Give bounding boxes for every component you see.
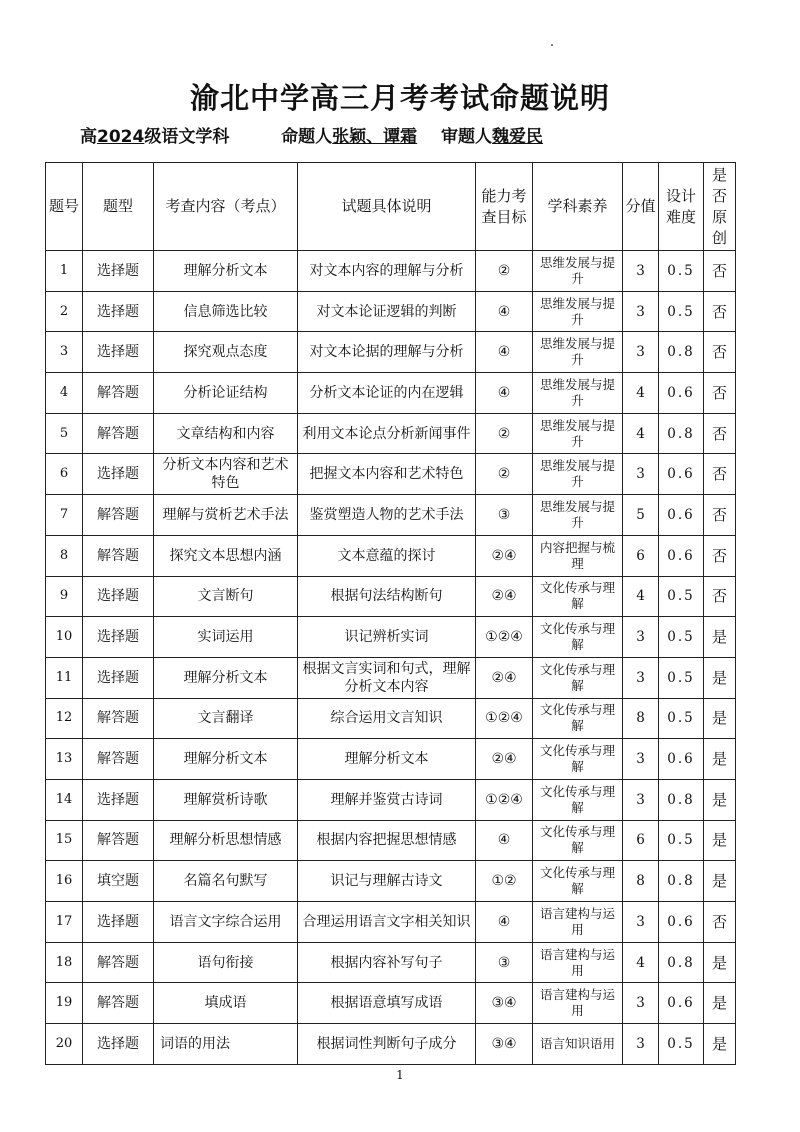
cell-num: 12	[46, 698, 83, 739]
speck-mark	[551, 44, 553, 46]
cell-desc: 识记辨析实词	[298, 617, 476, 658]
cell-literacy: 文化传承与理解	[533, 739, 623, 780]
cell-difficulty: 0.6	[659, 495, 704, 536]
cell-original: 否	[704, 251, 736, 292]
cell-ability: ③	[476, 942, 533, 983]
header-ability: 能力考查目标	[476, 163, 533, 251]
cell-type: 选择题	[83, 902, 154, 943]
cell-ability: ④	[476, 332, 533, 373]
cell-desc: 鉴赏塑造人物的艺术手法	[298, 495, 476, 536]
cell-difficulty: 0.5	[659, 291, 704, 332]
reviewer: 魏爱民	[492, 127, 544, 147]
cell-type: 解答题	[83, 739, 154, 780]
cell-num: 14	[46, 779, 83, 820]
exam-spec-table	[45, 162, 736, 1065]
table-row	[46, 861, 736, 902]
cell-score: 3	[623, 291, 659, 332]
cell-literacy: 文化传承与理解	[533, 657, 623, 698]
cell-type: 解答题	[83, 535, 154, 576]
cell-type: 解答题	[83, 373, 154, 414]
cell-desc: 根据文言实词和句式，理解分析文本内容	[298, 657, 476, 698]
table-row	[46, 820, 736, 861]
cell-desc: 综合运用文言知识	[298, 698, 476, 739]
cell-score: 3	[623, 739, 659, 780]
cell-literacy: 文化传承与理解	[533, 576, 623, 617]
cell-literacy: 文化传承与理解	[533, 617, 623, 658]
cell-score: 6	[623, 820, 659, 861]
cell-original: 否	[704, 535, 736, 576]
cell-num: 15	[46, 820, 83, 861]
cell-type: 选择题	[83, 657, 154, 698]
table-row	[46, 291, 736, 332]
cell-num: 19	[46, 983, 83, 1024]
table-row	[46, 617, 736, 658]
cell-score: 5	[623, 495, 659, 536]
cell-num: 17	[46, 902, 83, 943]
cell-score: 3	[623, 1024, 659, 1065]
table-row	[46, 942, 736, 983]
header-literacy: 学科素养	[533, 163, 623, 251]
cell-ability: ③④	[476, 983, 533, 1024]
cell-content: 信息筛选比较	[154, 291, 298, 332]
cell-ability: ①②④	[476, 617, 533, 658]
table-row	[46, 902, 736, 943]
table-row	[46, 413, 736, 454]
cell-difficulty: 0.5	[659, 1024, 704, 1065]
cell-num: 13	[46, 739, 83, 780]
cell-score: 3	[623, 251, 659, 292]
page-number: 1	[396, 1068, 404, 1082]
cell-original: 是	[704, 820, 736, 861]
cell-score: 6	[623, 535, 659, 576]
cell-literacy: 语言建构与运用	[533, 942, 623, 983]
cell-content: 名篇名句默写	[154, 861, 298, 902]
cell-type: 选择题	[83, 251, 154, 292]
cell-difficulty: 0.6	[659, 454, 704, 495]
grade-prefix: 高	[80, 127, 97, 147]
cell-content: 文章结构和内容	[154, 413, 298, 454]
header-type: 题型	[83, 163, 154, 251]
cell-content: 探究观点态度	[154, 332, 298, 373]
cell-difficulty: 0.8	[659, 942, 704, 983]
cell-difficulty: 0.6	[659, 535, 704, 576]
cell-desc: 根据语意填写成语	[298, 983, 476, 1024]
cell-score: 8	[623, 698, 659, 739]
cell-num: 6	[46, 454, 83, 495]
table-row	[46, 698, 736, 739]
table-row	[46, 495, 736, 536]
cell-ability: ④	[476, 820, 533, 861]
cell-difficulty: 0.5	[659, 576, 704, 617]
cell-desc: 根据词性判断句子成分	[298, 1024, 476, 1065]
cell-type: 解答题	[83, 698, 154, 739]
cell-num: 9	[46, 576, 83, 617]
cell-desc: 根据内容把握思想情感	[298, 820, 476, 861]
cell-literacy: 思维发展与提升	[533, 413, 623, 454]
cell-score: 3	[623, 779, 659, 820]
table-body	[46, 251, 736, 1065]
cell-desc: 利用文本论点分析新闻事件	[298, 413, 476, 454]
cell-desc: 理解分析文本	[298, 739, 476, 780]
cell-difficulty: 0.6	[659, 983, 704, 1024]
cell-type: 解答题	[83, 983, 154, 1024]
cell-literacy: 思维发展与提升	[533, 495, 623, 536]
cell-ability: ①②④	[476, 698, 533, 739]
cell-content: 理解分析思想情感	[154, 820, 298, 861]
cell-num: 3	[46, 332, 83, 373]
cell-ability: ②④	[476, 657, 533, 698]
cell-original: 否	[704, 373, 736, 414]
cell-type: 选择题	[83, 576, 154, 617]
cell-original: 否	[704, 332, 736, 373]
cell-desc: 合理运用语言文字相关知识	[298, 902, 476, 943]
cell-literacy: 文化传承与理解	[533, 698, 623, 739]
cell-num: 18	[46, 942, 83, 983]
cell-type: 解答题	[83, 942, 154, 983]
cell-ability: ④	[476, 291, 533, 332]
cell-content: 理解分析文本	[154, 657, 298, 698]
cell-type: 解答题	[83, 495, 154, 536]
cell-score: 4	[623, 373, 659, 414]
cell-difficulty: 0.6	[659, 373, 704, 414]
cell-difficulty: 0.5	[659, 698, 704, 739]
cell-literacy: 语言知识语用	[533, 1024, 623, 1065]
table-row	[46, 332, 736, 373]
cell-desc: 根据内容补写句子	[298, 942, 476, 983]
cell-num: 4	[46, 373, 83, 414]
cell-content: 文言断句	[154, 576, 298, 617]
cell-type: 选择题	[83, 454, 154, 495]
cell-difficulty: 0.6	[659, 739, 704, 780]
cell-ability: ④	[476, 902, 533, 943]
grade-suffix: 级语文学科	[144, 127, 230, 147]
table-row	[46, 657, 736, 698]
cell-difficulty: 0.6	[659, 902, 704, 943]
cell-type: 选择题	[83, 332, 154, 373]
cell-desc: 理解并鉴赏古诗词	[298, 779, 476, 820]
cell-literacy: 思维发展与提升	[533, 454, 623, 495]
cell-type: 选择题	[83, 779, 154, 820]
cell-content: 填成语	[154, 983, 298, 1024]
header-desc: 试题具体说明	[298, 163, 476, 251]
cell-score: 8	[623, 861, 659, 902]
grade-year: 2024	[97, 127, 145, 147]
cell-original: 是	[704, 617, 736, 658]
cell-score: 3	[623, 454, 659, 495]
cell-score: 3	[623, 332, 659, 373]
cell-original: 是	[704, 739, 736, 780]
header-original: 是否原创	[704, 163, 736, 251]
cell-literacy: 思维发展与提升	[533, 332, 623, 373]
cell-num: 1	[46, 251, 83, 292]
cell-original: 是	[704, 861, 736, 902]
cell-desc: 对文本论据的理解与分析	[298, 332, 476, 373]
author-label: 命题人	[281, 127, 333, 147]
cell-difficulty: 0.8	[659, 332, 704, 373]
cell-num: 7	[46, 495, 83, 536]
cell-type: 解答题	[83, 413, 154, 454]
reviewer-label: 审题人	[441, 127, 493, 147]
cell-content: 理解赏析诗歌	[154, 779, 298, 820]
cell-original: 是	[704, 657, 736, 698]
cell-ability: ①②④	[476, 779, 533, 820]
cell-content: 语言文字综合运用	[154, 902, 298, 943]
cell-literacy: 文化传承与理解	[533, 820, 623, 861]
cell-literacy: 语言建构与运用	[533, 902, 623, 943]
cell-type: 选择题	[83, 1024, 154, 1065]
cell-num: 8	[46, 535, 83, 576]
cell-original: 否	[704, 413, 736, 454]
header-difficulty: 设计难度	[659, 163, 704, 251]
cell-desc: 对文本内容的理解与分析	[298, 251, 476, 292]
cell-content: 分析文本内容和艺术特色	[154, 454, 298, 495]
cell-original: 否	[704, 454, 736, 495]
header-content: 考查内容（考点）	[154, 163, 298, 251]
page-title: 渝北中学高三月考考试命题说明	[189, 81, 610, 115]
table-row	[46, 779, 736, 820]
meta-line	[80, 122, 543, 147]
header-score: 分值	[623, 163, 659, 251]
cell-difficulty: 0.5	[659, 251, 704, 292]
table-row	[46, 535, 736, 576]
cell-content: 分析论证结构	[154, 373, 298, 414]
cell-difficulty: 0.8	[659, 413, 704, 454]
cell-content: 理解分析文本	[154, 251, 298, 292]
cell-type: 解答题	[83, 820, 154, 861]
cell-content: 文言翻译	[154, 698, 298, 739]
cell-content: 实词运用	[154, 617, 298, 658]
table-row	[46, 373, 736, 414]
cell-num: 20	[46, 1024, 83, 1065]
table-row	[46, 576, 736, 617]
cell-content: 探究文本思想内涵	[154, 535, 298, 576]
cell-num: 11	[46, 657, 83, 698]
cell-ability: ③④	[476, 1024, 533, 1065]
cell-desc: 识记与理解古诗文	[298, 861, 476, 902]
cell-ability: ③	[476, 495, 533, 536]
cell-original: 否	[704, 291, 736, 332]
authors: 张颖、谭霜	[332, 127, 418, 147]
cell-num: 5	[46, 413, 83, 454]
cell-literacy: 思维发展与提升	[533, 373, 623, 414]
header-num: 题号	[46, 163, 83, 251]
cell-difficulty: 0.5	[659, 657, 704, 698]
cell-content: 理解与赏析艺术手法	[154, 495, 298, 536]
cell-ability: ④	[476, 373, 533, 414]
cell-ability: ②④	[476, 739, 533, 780]
cell-literacy: 思维发展与提升	[533, 291, 623, 332]
cell-content: 词语的用法	[154, 1024, 298, 1065]
cell-ability: ②④	[476, 576, 533, 617]
cell-content: 语句衔接	[154, 942, 298, 983]
cell-desc: 根据句法结构断句	[298, 576, 476, 617]
cell-score: 3	[623, 617, 659, 658]
cell-score: 3	[623, 983, 659, 1024]
cell-ability: ②	[476, 251, 533, 292]
cell-ability: ②	[476, 413, 533, 454]
cell-difficulty: 0.5	[659, 820, 704, 861]
cell-difficulty: 0.8	[659, 779, 704, 820]
header-row	[46, 163, 736, 251]
cell-type: 选择题	[83, 291, 154, 332]
cell-original: 是	[704, 1024, 736, 1065]
cell-desc: 文本意蕴的探讨	[298, 535, 476, 576]
cell-ability: ②④	[476, 535, 533, 576]
cell-literacy: 内容把握与梳理	[533, 535, 623, 576]
cell-original: 否	[704, 495, 736, 536]
cell-difficulty: 0.5	[659, 617, 704, 658]
table-row	[46, 251, 736, 292]
table-row	[46, 454, 736, 495]
cell-type: 填空题	[83, 861, 154, 902]
cell-num: 16	[46, 861, 83, 902]
cell-original: 是	[704, 698, 736, 739]
cell-literacy: 语言建构与运用	[533, 983, 623, 1024]
table-row	[46, 1024, 736, 1065]
cell-original: 是	[704, 983, 736, 1024]
cell-type: 选择题	[83, 617, 154, 658]
cell-original: 是	[704, 779, 736, 820]
cell-score: 4	[623, 942, 659, 983]
cell-literacy: 文化传承与理解	[533, 779, 623, 820]
cell-difficulty: 0.8	[659, 861, 704, 902]
cell-content: 理解分析文本	[154, 739, 298, 780]
cell-num: 2	[46, 291, 83, 332]
cell-desc: 把握文本内容和艺术特色	[298, 454, 476, 495]
cell-literacy: 思维发展与提升	[533, 251, 623, 292]
cell-score: 4	[623, 576, 659, 617]
cell-original: 否	[704, 576, 736, 617]
table-row	[46, 739, 736, 780]
cell-desc: 分析文本论证的内在逻辑	[298, 373, 476, 414]
cell-literacy: 文化传承与理解	[533, 861, 623, 902]
cell-ability: ②	[476, 454, 533, 495]
table-row	[46, 983, 736, 1024]
cell-score: 4	[623, 413, 659, 454]
cell-original: 是	[704, 942, 736, 983]
cell-score: 3	[623, 902, 659, 943]
cell-ability: ①②	[476, 861, 533, 902]
cell-score: 3	[623, 657, 659, 698]
cell-desc: 对文本论证逻辑的判断	[298, 291, 476, 332]
cell-original: 否	[704, 902, 736, 943]
cell-num: 10	[46, 617, 83, 658]
